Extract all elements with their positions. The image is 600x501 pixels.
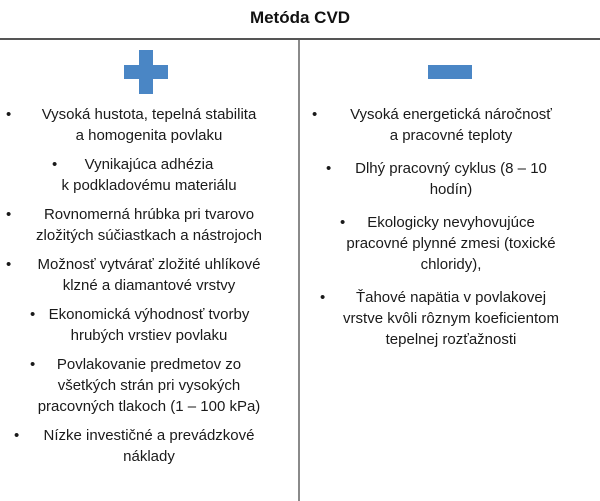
list-item	[306, 158, 596, 200]
list-item	[4, 254, 294, 296]
disadvantages-list	[306, 104, 596, 350]
list-item	[4, 154, 294, 196]
list-item-text: Rovnomerná hrúbka pri tvarovo zložitých súčiastkach a nástrojoch	[36, 206, 262, 244]
bullet: •	[30, 306, 36, 323]
bullet: •	[52, 156, 58, 173]
list-item	[4, 204, 294, 246]
list-item-text: Ťahové napätia v povlakovej vrstve kvôli rôznym koeficientom tepelnej rozťažnosti	[343, 289, 559, 348]
disadvantages-column	[306, 104, 596, 362]
list-item-text: Povlakovanie predmetov zo všetkých strán pri vysokých pracovných tlakoch (1 – 100 kPa)	[37, 356, 261, 415]
list-item	[4, 304, 294, 346]
bullet: •	[14, 427, 20, 444]
list-item	[306, 287, 596, 350]
bullet: •	[30, 356, 36, 373]
bullet: •	[6, 206, 12, 223]
list-item-text: Vysoká energetická náročnosť a pracovné teploty	[350, 106, 552, 144]
bullet: •	[340, 214, 346, 231]
minus-icon	[428, 65, 472, 79]
bullet: •	[320, 289, 326, 306]
bullet: •	[6, 106, 12, 123]
list-item-text: Vysoká hustota, tepelná stabilita a homogenita povlaku	[41, 106, 257, 144]
list-item-text: Ekologicky nevyhovujúce pracovné plynné zmesi (toxické chloridy),	[346, 214, 556, 273]
bullet: •	[6, 256, 12, 273]
bullet: •	[326, 160, 332, 177]
list-item-text: Nízke investičné a prevádzkové náklady	[43, 427, 255, 465]
list-item	[306, 104, 596, 146]
bullet: •	[312, 106, 318, 123]
header-divider	[0, 38, 600, 40]
advantages-column	[4, 104, 294, 475]
list-item-text: Možnosť vytvárať zložité uhlíkové klzné a diamantové vrstvy	[37, 256, 261, 294]
list-item	[306, 212, 596, 275]
list-item	[4, 425, 294, 467]
advantages-list	[4, 104, 294, 467]
page-title: Metóda CVD	[249, 8, 351, 27]
list-item-text: Ekonomická výhodnosť tvorby hrubých vrstiev povlaku	[48, 306, 250, 344]
plus-icon	[124, 50, 168, 94]
list-item-text: Dlhý pracovný cyklus (8 – 10 hodín)	[355, 160, 547, 198]
list-item	[4, 104, 294, 146]
list-item	[4, 354, 294, 417]
list-item-text: Vynikajúca adhézia k podkladovému materiálu	[61, 156, 237, 194]
column-divider	[298, 40, 300, 501]
